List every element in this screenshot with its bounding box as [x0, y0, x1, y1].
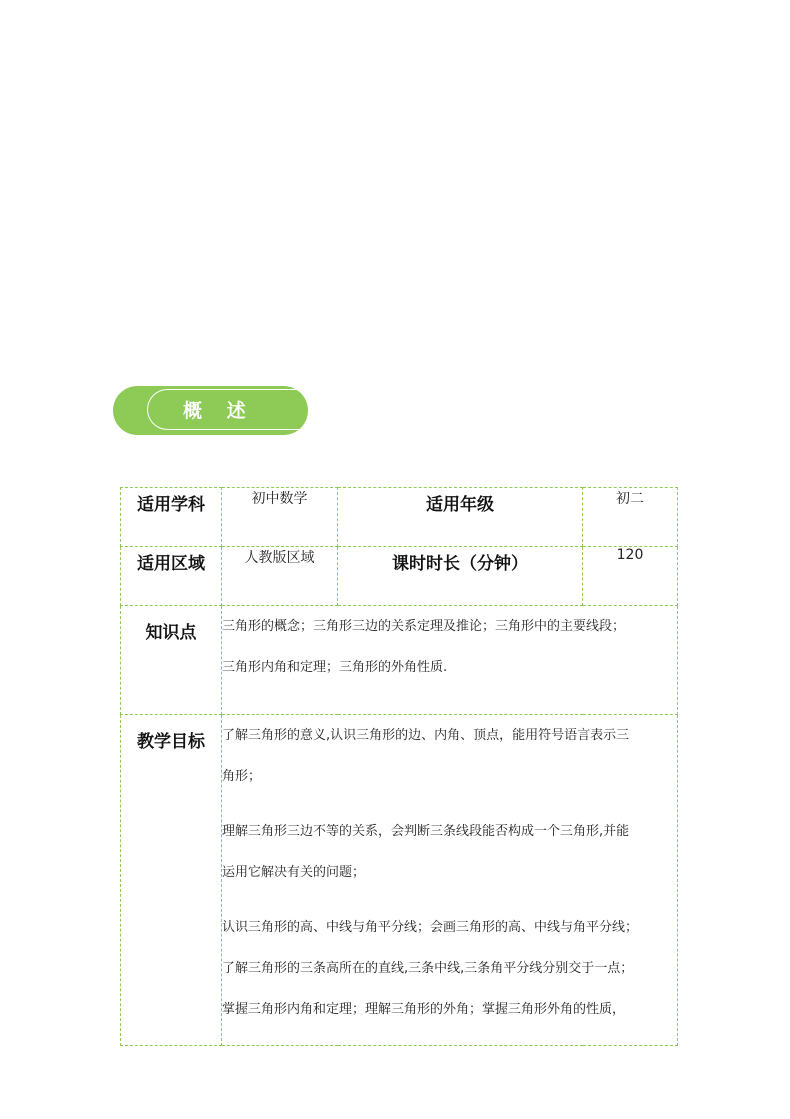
goals-line: 掌握三角形内角和定理；理解三角形的外角；掌握三角形外角的性质， [222, 1002, 626, 1017]
region-label: 适用区域 [121, 547, 222, 606]
subject-label: 适用学科 [121, 488, 222, 547]
goals-line: 角形； [222, 769, 262, 784]
table-row [121, 715, 678, 1046]
goals-line: 了解三角形的三条高所在的直线,三条中线,三条角平分线分别交于一点； [222, 961, 634, 976]
goals-line: 了解三角形的意义,认识三角形的边、内角、顶点，能用符号语言表示三 [222, 728, 630, 743]
duration-label: 课时时长（分钟） [338, 547, 583, 606]
subject-value: 初中数学 [222, 488, 338, 547]
goals-line: 理解三角形三边不等的关系，会判断三条线段能否构成一个三角形,并能 [222, 824, 630, 839]
region-value: 人教版区域 [222, 547, 338, 606]
goals-line: 认识三角形的高、中线与角平分线；会画三角形的高、中线与角平分线； [222, 920, 639, 935]
grade-value: 初二 [583, 488, 678, 547]
overview-table [120, 487, 678, 1046]
knowledge-line: 三角形的概念；三角形三边的关系定理及推论；三角形中的主要线段； [222, 619, 626, 634]
knowledge-label: 知识点 [121, 606, 222, 715]
table-row [121, 547, 678, 606]
knowledge-content [222, 606, 678, 715]
goals-line: 运用它解决有关的问题； [222, 865, 366, 880]
section-title: 概 述 [183, 400, 255, 422]
section-badge [113, 386, 308, 435]
table-row [121, 606, 678, 715]
knowledge-line: 三角形内角和定理；三角形的外角性质. [222, 660, 448, 675]
duration-value: 120 [583, 547, 678, 606]
goals-content [222, 715, 678, 1046]
grade-label: 适用年级 [338, 488, 583, 547]
goals-label: 教学目标 [121, 715, 222, 1046]
table-row [121, 488, 678, 547]
